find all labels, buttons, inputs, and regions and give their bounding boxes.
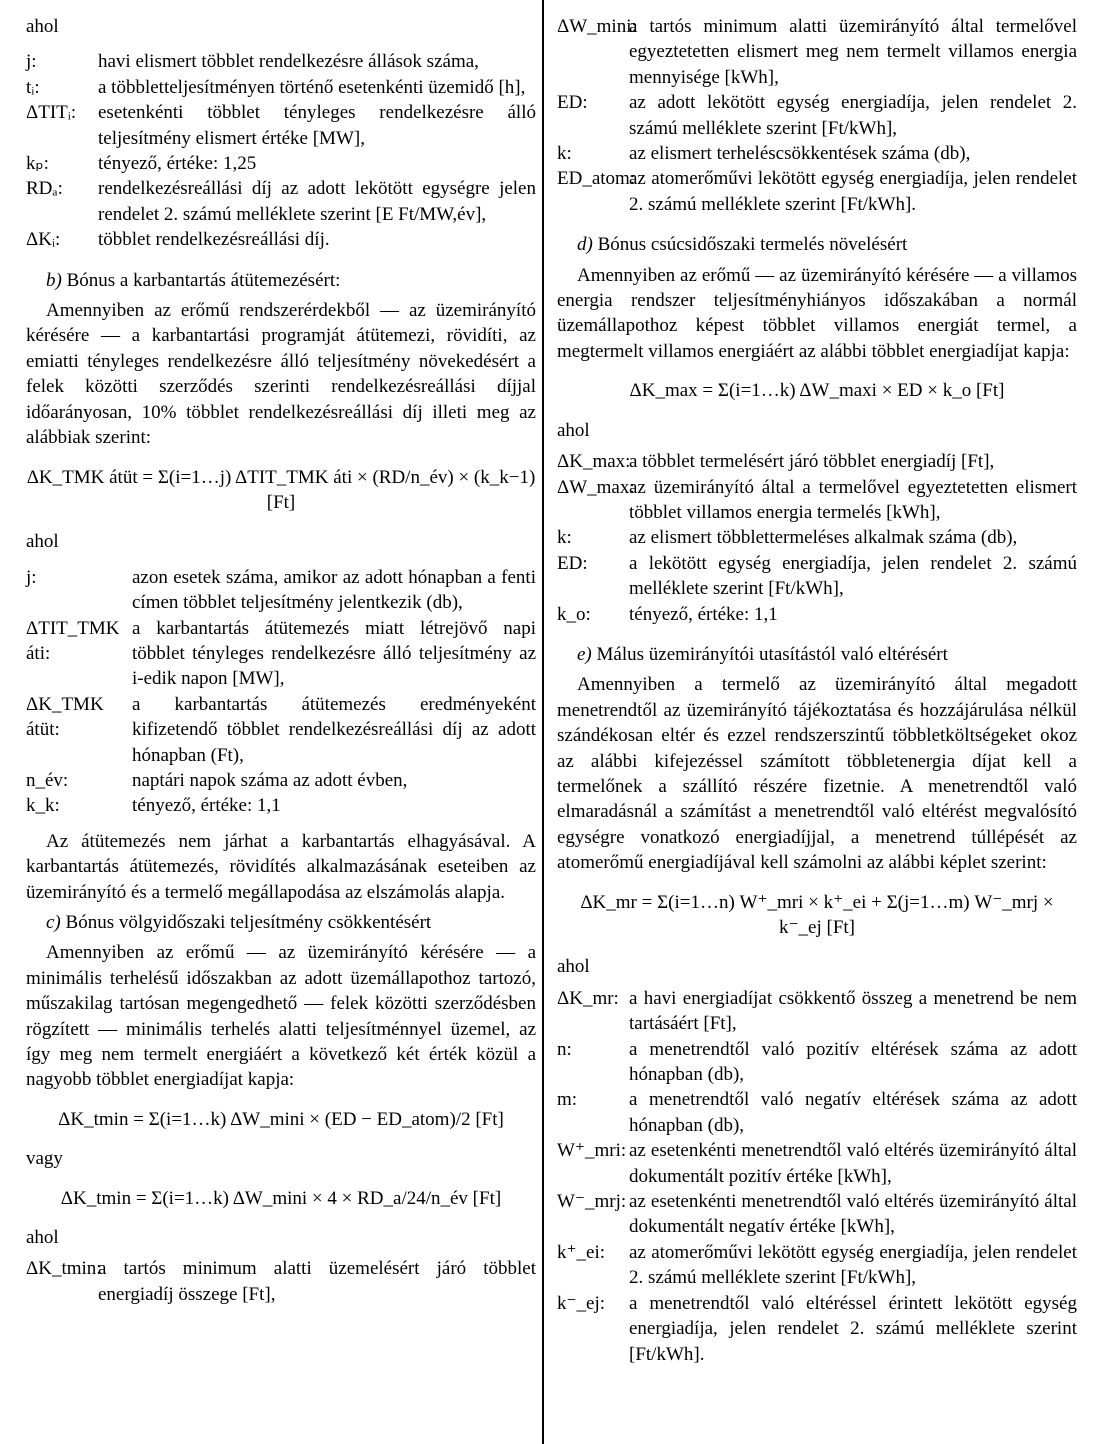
definition-item bbox=[26, 692, 536, 768]
paragraph-b: Amennyiben az erőmű rendszerérdekből — az üzemirányító kérésére — a karbantartási programját átütemezi, rövidíti, az emiatti tényleges rendelkezésre álló teljesítmény növekedésért a felek közötti szerződés szerinti rendelkezésreállási díjjal időarányosan, 10% többlet rendelkezésreállási díj illeti meg az alábbiak szerint: bbox=[26, 300, 536, 449]
definition-text: az elismert többlettermeléses alkalmak száma (db), bbox=[629, 527, 1018, 549]
definition-term: RDₐ: bbox=[26, 178, 63, 200]
definition-term: ΔTITᵢ: bbox=[26, 102, 77, 124]
definition-term: W⁻_mrj: bbox=[557, 1191, 627, 1213]
definition-list bbox=[26, 1256, 536, 1307]
definition-text: a tartós minimum alatti üzemelésért járó többlet energiadíj összege [Ft], bbox=[98, 1258, 536, 1305]
right-column bbox=[557, 14, 1077, 1367]
definition-list bbox=[557, 986, 1077, 1367]
definition-item bbox=[557, 1087, 1077, 1138]
definition-term: kₚ: bbox=[26, 153, 49, 175]
definition-term: ED_atom: bbox=[557, 168, 636, 190]
definition-term: k: bbox=[557, 527, 572, 549]
definition-term: tᵢ: bbox=[26, 76, 40, 98]
ahol-label: ahol bbox=[557, 419, 590, 441]
definition-text: tényező, értéke: 1,25 bbox=[98, 153, 257, 175]
definition-term: ED: bbox=[557, 552, 588, 574]
definition-term: ΔW_max: bbox=[557, 476, 635, 498]
formula-tmin-2: ΔK_tmin = Σ(i=1…k) ΔW_mini × 4 × RD_a/24/n_év [Ft] bbox=[60, 1187, 502, 1209]
definition-item bbox=[557, 525, 1077, 550]
definition-text: az atomerőművi lekötött egység energiadíja, jelen rendelet 2. számú melléklete szerint [Ft/kWh], bbox=[629, 1241, 1077, 1289]
ahol-label: ahol bbox=[557, 956, 590, 978]
definition-text: havi elismert többlet rendelkezésre állások száma, bbox=[98, 51, 479, 73]
definition-term: ΔK_TMK átüt: bbox=[26, 693, 104, 741]
definition-text: naptári napok száma az adott évben, bbox=[132, 769, 408, 791]
section-heading-b: b) Bónus a karbantartás átütemezésért: bbox=[46, 269, 341, 291]
definition-item bbox=[26, 565, 536, 616]
column-divider bbox=[542, 0, 544, 1444]
definition-text: a havi energiadíjat csökkentő összeg a menetrend be nem tartásáért [Ft], bbox=[629, 987, 1077, 1035]
definition-text: a menetrendtől való eltéréssel érintett lekötött egység energiadíja, jelen rendelet 2. számú melléklete szerint [Ft/kWh]. bbox=[629, 1292, 1077, 1365]
definition-term: k⁻_ej: bbox=[557, 1292, 606, 1314]
definition-item bbox=[557, 551, 1077, 602]
ahol-label: ahol bbox=[26, 531, 59, 553]
paragraph-b2: Az átütemezés nem járhat a karbantartás elhagyásával. A karbantartás átütemezés, rövidítés alkalmazásának eseteiben az üzemirányító és a termelő megállapodása az elszámolás alapja. bbox=[26, 830, 536, 903]
definition-item bbox=[26, 616, 536, 692]
definition-text: az atomerőművi lekötött egység energiadíja, jelen rendelet 2. számú melléklete szerint [Ft/kWh]. bbox=[629, 168, 1077, 215]
definition-text: a lekötött egység energiadíja, jelen rendelet 2. számú melléklete szerint [Ft/kWh], bbox=[629, 552, 1077, 600]
definition-list bbox=[557, 449, 1077, 627]
definition-term: k_o: bbox=[557, 603, 591, 625]
definition-text: rendelkezésreállási díj az adott lekötött egységre jelen rendelet 2. számú melléklete szerint [E Ft/MW,év], bbox=[98, 178, 536, 225]
definition-term: j: bbox=[26, 51, 37, 73]
definition-term: n: bbox=[557, 1038, 572, 1060]
definition-text: a tartós minimum alatti üzemirányító által termelővel egyeztetetten elismert meg nem termelt villamos energia mennyisége [kWh], bbox=[629, 16, 1077, 88]
definition-text: azon esetek száma, amikor az adott hónapban a fenti címen többlet teljesítmény jelentkezik (db), bbox=[132, 566, 536, 614]
definition-text: az üzemirányító által a termelővel egyeztetetten elismert többlet villamos energia termelés [kWh], bbox=[629, 476, 1077, 523]
paragraph-e: Amennyiben a termelő az üzemirányító által megadott menetrendtől az üzemirányító tájékoztatása és hozzájárulása nélkül szándékosan eltér és ezzel rendszerszintű többletköltségeket okoz az alábbi kifejezéssel számított többletenergia díjat kell a termelőnek a szállító részére fizetnie. A menetrendtől való elmaradásnál a számítást a menetrendtől való eltérést megvalósító egységre vonatkozó energiadíjjal, a menetrend túllépését az atomerőmű energiadíjával kell számolni az alábbi képlet szerint: bbox=[557, 674, 1077, 874]
formula-tmin-1: ΔK_tmin = Σ(i=1…k) ΔW_mini × (ED − ED_atom)/2 [Ft] bbox=[58, 1108, 504, 1130]
definition-term: k_k: bbox=[26, 795, 60, 817]
definition-list bbox=[557, 14, 1077, 217]
section-heading-e: e) Málus üzemirányítói utasítástól való eltérésért bbox=[577, 643, 948, 665]
definition-text: az esetenkénti menetrendtől való eltérés üzemirányító által dokumentált negatív értéke [kWh], bbox=[629, 1191, 1077, 1238]
definition-item bbox=[557, 986, 1077, 1037]
definition-item bbox=[557, 1240, 1077, 1291]
definition-item bbox=[557, 1037, 1077, 1088]
definition-term: ΔK_mr: bbox=[557, 987, 619, 1009]
definition-item bbox=[557, 14, 1077, 90]
definition-text: a karbantartás átütemezés eredményeként kifizetendő többlet rendelkezésreállási díj az adott hónapban (Ft), bbox=[132, 693, 536, 766]
definition-item bbox=[557, 1189, 1077, 1240]
definition-text: a többlet termelésért járó többlet energiadíj [Ft], bbox=[629, 451, 995, 473]
formula-max: ΔK_max = Σ(i=1…k) ΔW_maxi × ED × k_o [Ft] bbox=[629, 380, 1005, 402]
definition-item bbox=[557, 166, 1077, 217]
definition-term: k: bbox=[557, 143, 572, 165]
definition-text: esetenkénti többlet tényleges rendelkezésre álló teljesítmény elismert értéke [MW], bbox=[98, 102, 536, 149]
definition-item bbox=[557, 141, 1077, 166]
definition-item bbox=[557, 602, 1077, 627]
definition-term: ΔK_tmin: bbox=[26, 1258, 102, 1280]
definition-item bbox=[26, 227, 536, 252]
definition-item bbox=[26, 75, 536, 100]
definition-text: a karbantartás átütemezés miatt létrejövő napi többlet tényleges rendelkezésre álló teljesítmény az i-edik napon [MW], bbox=[132, 617, 536, 690]
vagy-label: vagy bbox=[26, 1148, 63, 1170]
paragraph-c: Amennyiben az erőmű — az üzemirányító kérésére — a minimális terhelésű időszakban az adott üzemállapothoz tartozó, műszakilag tartósan megengedhető — felek közötti szerződésben rögzített — minimális terhelés alatti teljesítménnyel üzemel, az így meg nem termelt energiáért a következő két érték közül a nagyobb többlet energiadíjat kapja: bbox=[26, 942, 536, 1091]
definition-text: a menetrendtől való negatív eltérések száma az adott hónapban (db), bbox=[629, 1089, 1077, 1136]
definition-item bbox=[26, 768, 536, 793]
definition-term: ED: bbox=[557, 92, 588, 114]
definition-item bbox=[557, 90, 1077, 141]
formula-tmk: ΔK_TMK átüt = Σ(i=1…j) ΔTIT_TMK áti × (RD/n_év) × (k_k−1) [Ft] bbox=[26, 466, 536, 513]
definition-term: ΔK_max: bbox=[557, 451, 631, 473]
ahol-label: ahol bbox=[26, 1227, 59, 1249]
definition-list bbox=[26, 49, 536, 252]
ahol-label: ahol bbox=[26, 16, 59, 37]
definition-item bbox=[26, 176, 536, 227]
definition-text: az adott lekötött egység energiadíja, jelen rendelet 2. számú melléklete szerint [Ft/kWh], bbox=[629, 92, 1077, 139]
section-heading-d: d) Bónus csúcsidőszaki termelés növelésért bbox=[577, 234, 908, 256]
definition-term: j: bbox=[26, 566, 37, 588]
definition-text: az elismert terheléscsökkentések száma (db), bbox=[629, 143, 971, 165]
definition-term: ΔKᵢ: bbox=[26, 229, 61, 251]
definition-item bbox=[557, 475, 1077, 526]
definition-term: ΔTIT_TMK áti: bbox=[26, 617, 120, 664]
definition-item bbox=[26, 151, 536, 176]
definition-item bbox=[26, 1256, 536, 1307]
definition-term: k⁺_ei: bbox=[557, 1241, 606, 1263]
definition-item bbox=[557, 449, 1077, 474]
formula-mr: ΔK_mr = Σ(i=1…n) W⁺_mri × k⁺_ei + Σ(j=1…m) W⁻_mrj × k⁻_ej [Ft] bbox=[580, 891, 1054, 938]
definition-item bbox=[557, 1138, 1077, 1189]
definition-item bbox=[26, 49, 536, 74]
definition-text: többlet rendelkezésreállási díj. bbox=[98, 229, 330, 251]
definition-text: tényező, értéke: 1,1 bbox=[132, 795, 281, 817]
left-column bbox=[26, 14, 536, 1307]
definition-text: a menetrendtől való pozitív eltérések száma az adott hónapban (db), bbox=[629, 1038, 1077, 1086]
section-heading-c: c) Bónus völgyidőszaki teljesítmény csökkentésért bbox=[46, 912, 432, 933]
definition-text: az esetenkénti menetrendtől való eltérés üzemirányító által dokumentált pozitív értéke [kWh], bbox=[629, 1140, 1077, 1187]
definition-list bbox=[26, 565, 536, 819]
definition-text: tényező, értéke: 1,1 bbox=[629, 603, 778, 625]
definition-text: a többletteljesítményen történő esetenkénti üzemidő [h], bbox=[98, 76, 526, 98]
definition-term: n_év: bbox=[26, 769, 69, 791]
definition-term: W⁺_mri: bbox=[557, 1140, 627, 1162]
definition-term: ΔW_mini: bbox=[557, 16, 637, 37]
definition-item bbox=[26, 793, 536, 818]
definition-item bbox=[26, 100, 536, 151]
definition-item bbox=[557, 1291, 1077, 1367]
definition-term: m: bbox=[557, 1089, 578, 1111]
paragraph-d: Amennyiben az erőmű — az üzemirányító kérésére — a villamos energia rendszer teljesítményhiányos időszakában a normál üzemállapothoz képest többlet villamos energiát termel, a megtermelt villamos energiáért az alábbi többlet energiadíjat kapja: bbox=[557, 264, 1077, 362]
